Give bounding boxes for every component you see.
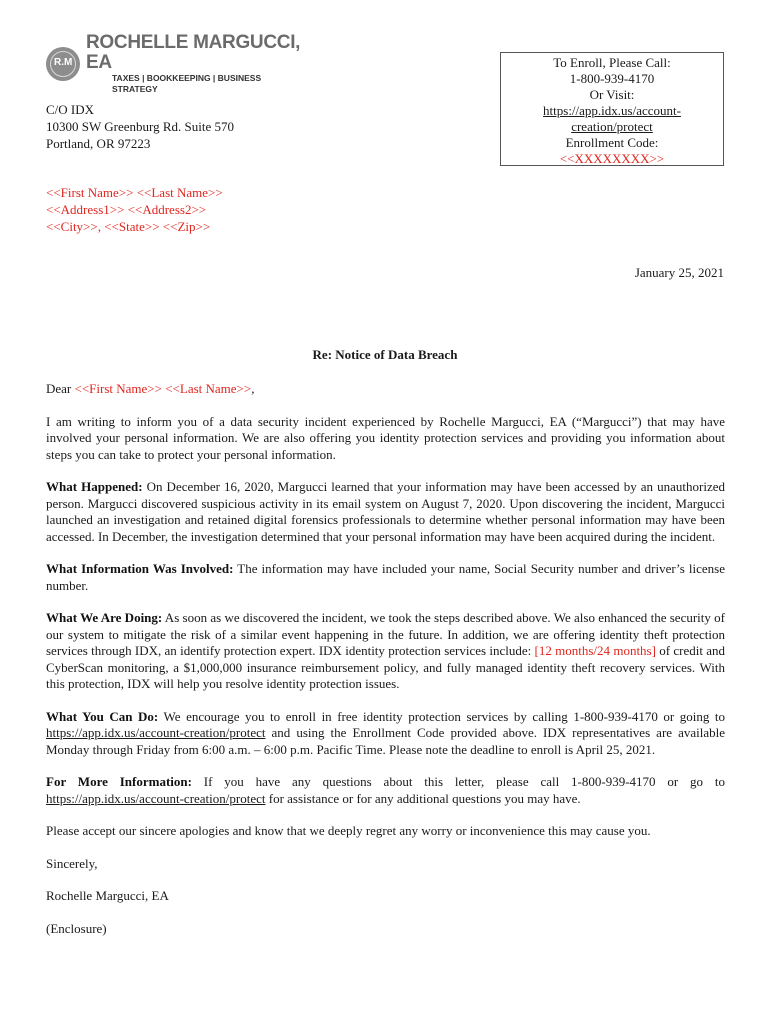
seal-text: R.M <box>54 57 73 68</box>
recipient-address <box>46 184 223 235</box>
enroll-code: <<XXXXXXXX>> <box>559 151 665 166</box>
what-happened-heading: What Happened: <box>46 479 143 494</box>
enroll-phone: 1-800-939-4170 <box>569 71 655 86</box>
what-doing-paragraph <box>46 610 725 693</box>
recipient-line: <<City>>, <<State>> <<Zip>> <box>46 219 211 234</box>
more-info-link[interactable]: https://app.idx.us/account-creation/protect <box>46 790 266 806</box>
brand-name: ROCHELLE MARGUCCI, EA <box>86 32 301 73</box>
more-info-text-2: for assistance or for any additional questions you may have. <box>265 790 581 806</box>
what-you-can-do-heading: What You Can Do: <box>46 708 159 724</box>
letter-date: January 25, 2021 <box>634 265 724 280</box>
months-placeholder: [12 months/24 months] <box>534 643 656 658</box>
enroll-visit-label: Or Visit: <box>589 87 635 102</box>
enrollment-box <box>500 52 724 166</box>
what-you-can-do-text-1: We encourage you to enroll in free identity protection services by calling 1-800-939-4170 or going to <box>158 708 726 724</box>
salutation-prefix: Dear <box>46 381 75 396</box>
salutation-name: <<First Name>> <<Last Name>> <box>74 381 252 396</box>
what-happened-paragraph <box>46 479 725 545</box>
what-doing-text-1: As soon as we discovered the incident, we took the steps described above. We also enhanced the security of our system to mitigate the risk of a similar event happening in the future. In addition, we are offering identity theft protection services through IDX, an identify protection expert. IDX identity protection services include: <box>46 610 725 658</box>
salutation-suffix: , <box>251 381 255 396</box>
recipient-line: <<First Name>> <<Last Name>> <box>46 185 223 200</box>
return-address-line: 10300 SW Greenburg Rd. Suite 570 <box>46 119 235 134</box>
subject-line: Re: Notice of Data Breach <box>312 347 458 362</box>
apology-paragraph: Please accept our sincere apologies and know that we deeply regret any worry or inconvenience this may cause you. <box>46 823 651 838</box>
enroll-url-line1[interactable]: https://app.idx.us/account- <box>543 103 681 118</box>
brand-tagline: TAXES | BOOKKEEPING | BUSINESS STRATEGY <box>112 73 262 94</box>
what-info-paragraph <box>46 561 725 594</box>
enroll-link[interactable]: https://app.idx.us/account-creation/protect <box>46 725 266 740</box>
more-info-paragraph <box>46 774 725 807</box>
salutation <box>46 381 725 398</box>
more-info-text-1: If you have any questions about this letter, please call 1-800-939-4170 or go to <box>191 774 725 789</box>
what-happened-text: On December 16, 2020, Margucci learned that your information may have been accessed by an unauthorized person. Margucci discovered suspicious activity in its email system on August 7, 2020. Upon discovering the incident, Margucci launched an investigation and retained digital forensics professionals to determine whether personal information may have been accessed. In December, the investigation determined that your personal information may have been acquired during the incident. <box>46 479 725 544</box>
enroll-call-label: To Enroll, Please Call: <box>553 55 671 70</box>
enroll-code-label: Enrollment Code: <box>565 135 659 150</box>
what-you-can-do-paragraph <box>46 709 725 759</box>
what-you-can-do-text-2: and using the Enrollment Code provided above. IDX representatives are available Monday through Friday from 6:00 a.m. – 6:00 p.m. Pacific Time. Please note the deadline to enroll is April 25, 2021. <box>46 725 725 757</box>
logo-seal-icon <box>46 47 80 81</box>
letter-body <box>46 381 725 953</box>
what-info-heading: What Information Was Involved: <box>46 561 234 576</box>
signature: Rochelle Margucci, EA <box>46 888 169 903</box>
brand <box>86 33 302 95</box>
return-address-line: Portland, OR 97223 <box>46 136 151 151</box>
enroll-url-line2[interactable]: creation/protect <box>571 119 653 134</box>
what-doing-heading: What We Are Doing: <box>46 610 163 625</box>
enclosure-note: (Enclosure) <box>46 920 107 936</box>
what-info-text: The information may have included your name, Social Security number and driver’s license number. <box>46 561 725 593</box>
what-doing-text-2: of credit and CyberScan monitoring, a $1,000,000 insurance reimbursement policy, and fully managed identity theft recovery services. With this protection, IDX will help you resolve identity protection issues. <box>46 643 726 691</box>
return-address <box>46 101 234 152</box>
more-info-heading: For More Information: <box>46 774 192 789</box>
intro-paragraph: I am writing to inform you of a data security incident experienced by Rochelle Margucci, EA (“Margucci”) that may have involved your personal information. We are also offering you identity protection services and providing you information about steps you can take to protect your personal information. <box>46 413 725 462</box>
letterhead <box>46 32 302 94</box>
recipient-line: <<Address1>> <<Address2>> <box>46 202 207 217</box>
return-address-line: C/O IDX <box>46 102 95 117</box>
closing: Sincerely, <box>46 855 98 871</box>
